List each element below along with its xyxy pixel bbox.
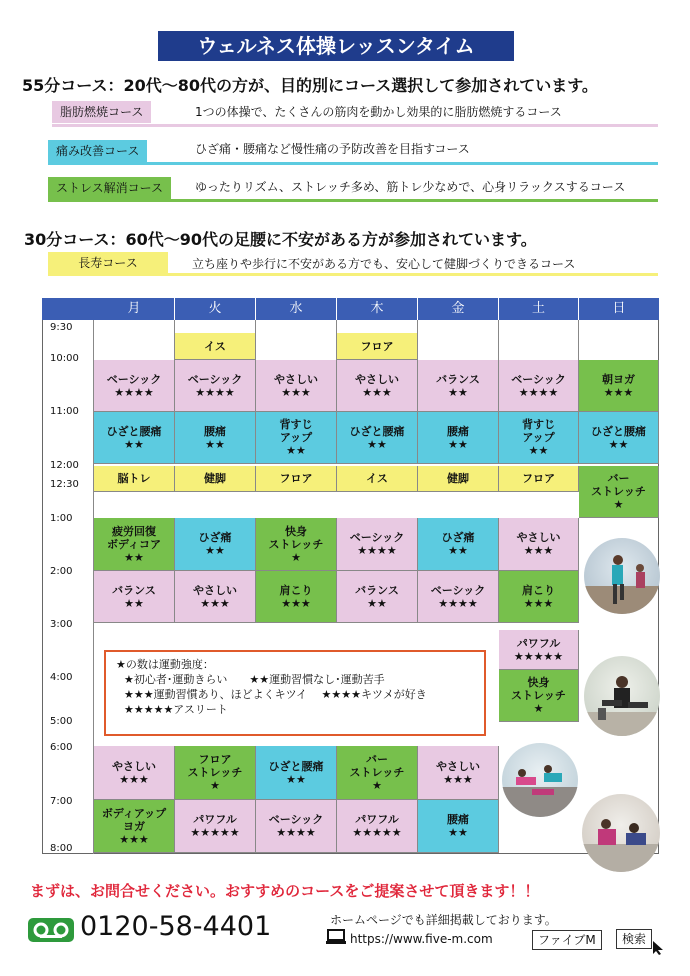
course-tag-stress: ストレス解消コース: [48, 177, 171, 199]
time-label: 12:30: [50, 479, 79, 490]
legend-line: ★★★運動習慣あり、ほどよくキツイ ★★★★キツメが好き: [124, 688, 427, 701]
person-figure-icon: [502, 743, 578, 817]
class-name: ベーシック: [430, 583, 486, 597]
day-tue: 火: [175, 298, 256, 320]
class-stars: ★★: [286, 444, 306, 457]
time-label: 7:00: [50, 796, 73, 807]
page-title: ウェルネス体操レッスンタイム: [158, 31, 514, 61]
time-label: 1:00: [50, 513, 73, 524]
rule-longevity: [48, 273, 658, 276]
class-stars: ★★: [448, 544, 468, 557]
class-thu-2: [337, 412, 418, 464]
class-name: 肩こり: [279, 583, 313, 597]
class-name: 脳トレ: [117, 472, 151, 485]
class-name: パワフル: [516, 636, 561, 650]
person-figure-icon: [584, 656, 660, 736]
class-fri-6: [418, 746, 499, 800]
website-url[interactable]: https://www.five-m.com: [350, 932, 493, 946]
class-tue-7: [175, 800, 256, 853]
homepage-note: ホームページでも詳細掲載しております。: [330, 913, 557, 927]
day-sun: 日: [579, 298, 659, 320]
time-label: 12:00: [50, 460, 79, 471]
class-name: ひざ痛: [441, 531, 475, 544]
class-mon-7: [94, 800, 175, 853]
class-name: 背すじ アップ: [522, 418, 555, 444]
class-wed-3: [256, 466, 337, 492]
course-tag-pain: 痛み改善コース: [48, 140, 147, 162]
class-wed-4: [256, 518, 337, 571]
class-name: イス: [366, 472, 388, 485]
rule-stress: [48, 199, 658, 202]
class-stars: ★★★★: [518, 385, 559, 399]
day-mon: 月: [94, 298, 175, 320]
class-stars: ★★★: [523, 544, 554, 557]
day-thu: 木: [337, 298, 418, 320]
class-stars: ★★★: [119, 832, 149, 846]
class-fri-2: [418, 412, 499, 464]
class-tue-1: [175, 360, 256, 412]
class-sat-7: [499, 670, 579, 722]
computer-icon: [326, 929, 346, 945]
time-label: 10:00: [50, 353, 79, 364]
class-tue-4: [175, 518, 256, 571]
class-name: 腰痛: [204, 424, 226, 438]
class-stars: ★★: [448, 385, 468, 399]
class-name: 健脚: [447, 472, 469, 485]
class-thu-4: [337, 518, 418, 571]
legend-line: ★初心者･運動きらい ★★運動習慣なし･運動苦手: [124, 673, 385, 686]
class-stars: ★★★★: [195, 385, 235, 399]
class-fri-5: [418, 571, 499, 623]
person-figure-icon: [582, 794, 660, 872]
class-name: フロア ストレッチ: [187, 753, 243, 779]
exercise-photo-2: [584, 656, 660, 736]
class-name: イス: [204, 339, 226, 353]
class-name: 肩こり: [522, 583, 555, 597]
class-name: ベーシック: [268, 813, 324, 826]
class-name: 腰痛: [447, 813, 469, 826]
class-sun-3: [579, 466, 659, 518]
phone-number[interactable]: 0120-58-4401: [80, 911, 272, 942]
class-name: 快身 ストレッチ: [268, 524, 324, 551]
class-fri-3: [418, 466, 499, 492]
class-name: ひざと腰痛: [268, 759, 324, 773]
class-mon-3: [94, 466, 175, 492]
class-thu-3: [337, 466, 418, 492]
search-term-box[interactable]: ファイブM: [532, 930, 602, 950]
class-stars: ★★★: [603, 385, 634, 399]
course-desc-fat-burn: 1つの体操で、たくさんの筋肉を動かし効果的に脂肪燃焼するコース: [195, 105, 562, 119]
class-tue-2: [175, 412, 256, 464]
freedial-icon: [28, 918, 74, 942]
class-mon-2: [94, 412, 175, 464]
class-name: フロア: [522, 472, 555, 485]
class-name: バランス: [436, 372, 480, 386]
class-name: 朝ヨガ: [602, 372, 635, 386]
course-desc-longevity: 立ち座りや歩行に不安がある方でも、安心して健脚づくりできるコース: [192, 257, 576, 271]
class-sat-5: [499, 571, 579, 623]
class-stars: ★★: [608, 437, 629, 451]
person-figure-icon: [584, 538, 660, 614]
col-sep: [498, 320, 499, 360]
exercise-photo-1: [584, 538, 660, 614]
class-name: やさしい: [436, 759, 480, 773]
class-stars: ★★★★: [357, 544, 397, 557]
class-mon-5: [94, 571, 175, 623]
class-sun-1: [579, 360, 659, 412]
class-thu-0: [337, 333, 418, 360]
class-thu-6: [337, 746, 418, 800]
time-label: 6:00: [50, 742, 73, 753]
class-name: ベーシック: [511, 372, 566, 386]
class-name: やさしい: [193, 583, 237, 597]
class-stars: ★★★: [119, 772, 149, 786]
time-label: 2:00: [50, 566, 73, 577]
legend-title: ★の数は運動強度：: [116, 658, 214, 671]
class-fri-1: [418, 360, 499, 412]
class-stars: ★★: [124, 596, 144, 610]
class-stars: ★★★★: [438, 596, 478, 610]
class-name: 快身 ストレッチ: [511, 676, 566, 702]
class-name: ボディアップ ヨガ: [101, 806, 167, 833]
class-stars: ★★★: [362, 385, 392, 399]
class-name: フロア: [360, 339, 394, 353]
class-stars: ★: [210, 779, 220, 792]
class-thu-5: [337, 571, 418, 623]
exercise-photo-4: [582, 794, 660, 872]
class-name: やさしい: [274, 372, 318, 386]
class-name: バー ストレッチ: [349, 753, 405, 779]
class-stars: ★★★: [281, 385, 311, 399]
cursor-icon: [652, 940, 666, 956]
class-stars: ★★: [124, 550, 144, 564]
class-name: 背すじ アップ: [279, 418, 313, 444]
timetable-corner: [42, 298, 94, 320]
rule-pain: [48, 162, 658, 165]
course30-heading: 30分コース：60代～90代の足腰に不安がある方が参加されています。: [24, 230, 537, 249]
class-name: パワフル: [193, 813, 237, 826]
cta-text: まずは、お問合せください。おすすめのコースをご提案させて頂きます！！: [30, 882, 540, 900]
class-tue-0: [175, 333, 256, 360]
course-desc-pain: ひざ痛・腰痛など慢性痛の予防改善を目指すコース: [195, 142, 470, 156]
day-wed: 水: [256, 298, 337, 320]
class-stars: ★★★: [443, 772, 473, 786]
class-name: ひざと腰痛: [349, 424, 405, 438]
class-thu-7: [337, 800, 418, 853]
class-stars: ★★: [205, 437, 225, 451]
class-name: バランス: [355, 583, 399, 597]
class-wed-2: [256, 412, 337, 464]
class-stars: ★: [291, 550, 301, 564]
legend-line: ★★★★★アスリート: [124, 703, 228, 716]
intensity-legend: [104, 650, 486, 736]
class-name: バー ストレッチ: [591, 472, 646, 498]
course-tag-fat-burn: 脂肪燃焼コース: [52, 101, 151, 123]
class-wed-5: [256, 571, 337, 623]
class-name: 腰痛: [447, 424, 469, 438]
class-sat-2: [499, 412, 579, 464]
class-stars: ★★★★: [276, 826, 316, 839]
class-fri-4: [418, 518, 499, 571]
class-name: 健脚: [204, 472, 226, 485]
class-name: ひざ痛: [198, 531, 232, 544]
class-mon-4: [94, 518, 175, 571]
class-sat-1: [499, 360, 579, 412]
class-name: やさしい: [355, 372, 399, 386]
class-name: バランス: [112, 583, 156, 597]
class-stars: ★★★: [281, 596, 311, 610]
class-stars: ★★: [205, 544, 225, 557]
time-label: 11:00: [50, 406, 79, 417]
class-stars: ★★: [367, 437, 387, 451]
class-name: ベーシック: [187, 372, 243, 386]
day-fri: 金: [418, 298, 499, 320]
course-tag-longevity: 長寿コース: [48, 252, 168, 274]
class-fri-7: [418, 800, 499, 853]
time-label: 8:00: [50, 843, 73, 854]
class-stars: ★★★: [523, 596, 554, 610]
class-stars: ★★: [286, 772, 306, 786]
search-button[interactable]: 検索: [616, 929, 652, 949]
class-stars: ★★: [528, 444, 549, 457]
class-sat-6: [499, 630, 579, 670]
class-mon-6: [94, 746, 175, 800]
class-stars: ★: [372, 779, 382, 792]
col-sep: [578, 320, 579, 360]
class-stars: ★: [613, 498, 624, 511]
class-stars: ★★★★★: [190, 826, 240, 839]
class-stars: ★★★★★: [352, 826, 402, 839]
course55-heading: 55分コース：20代～80代の方が、目的別にコース選択して参加されています。: [22, 76, 598, 95]
class-name: フロア: [279, 472, 313, 485]
time-label: 9:30: [50, 322, 73, 333]
rule-fat-burn: [52, 124, 658, 127]
class-stars: ★: [533, 702, 544, 715]
class-mon-1: [94, 360, 175, 412]
class-tue-5: [175, 571, 256, 623]
class-name: 疲労回復 ボディコア: [106, 524, 162, 551]
class-name: パワフル: [355, 813, 399, 826]
class-wed-6: [256, 746, 337, 800]
class-sun-2: [579, 412, 659, 464]
class-name: ベーシック: [349, 531, 405, 544]
class-name: ベーシック: [106, 372, 162, 386]
class-wed-1: [256, 360, 337, 412]
course-desc-stress: ゆったりリズム、ストレッチ多め、筋トレ少なめで、心身リラックスするコース: [195, 180, 626, 194]
class-name: ひざと腰痛: [591, 424, 646, 438]
class-stars: ★★★★★: [513, 649, 564, 663]
class-stars: ★★: [124, 437, 144, 451]
class-sat-3: [499, 466, 579, 492]
class-tue-3: [175, 466, 256, 492]
class-name: やさしい: [112, 759, 156, 773]
time-label: 4:00: [50, 672, 73, 683]
class-name: やさしい: [516, 531, 561, 544]
class-sat-4: [499, 518, 579, 571]
class-stars: ★★★: [200, 596, 230, 610]
class-thu-1: [337, 360, 418, 412]
time-label: 5:00: [50, 716, 73, 727]
class-stars: ★★: [448, 826, 468, 839]
class-stars: ★★: [448, 437, 468, 451]
day-sat: 土: [499, 298, 579, 320]
time-label: 3:00: [50, 619, 73, 630]
class-stars: ★★★★: [114, 385, 154, 399]
class-stars: ★★: [367, 596, 387, 610]
class-wed-7: [256, 800, 337, 853]
class-name: ひざと腰痛: [106, 424, 162, 438]
exercise-photo-3: [502, 743, 578, 817]
class-tue-6: [175, 746, 256, 800]
